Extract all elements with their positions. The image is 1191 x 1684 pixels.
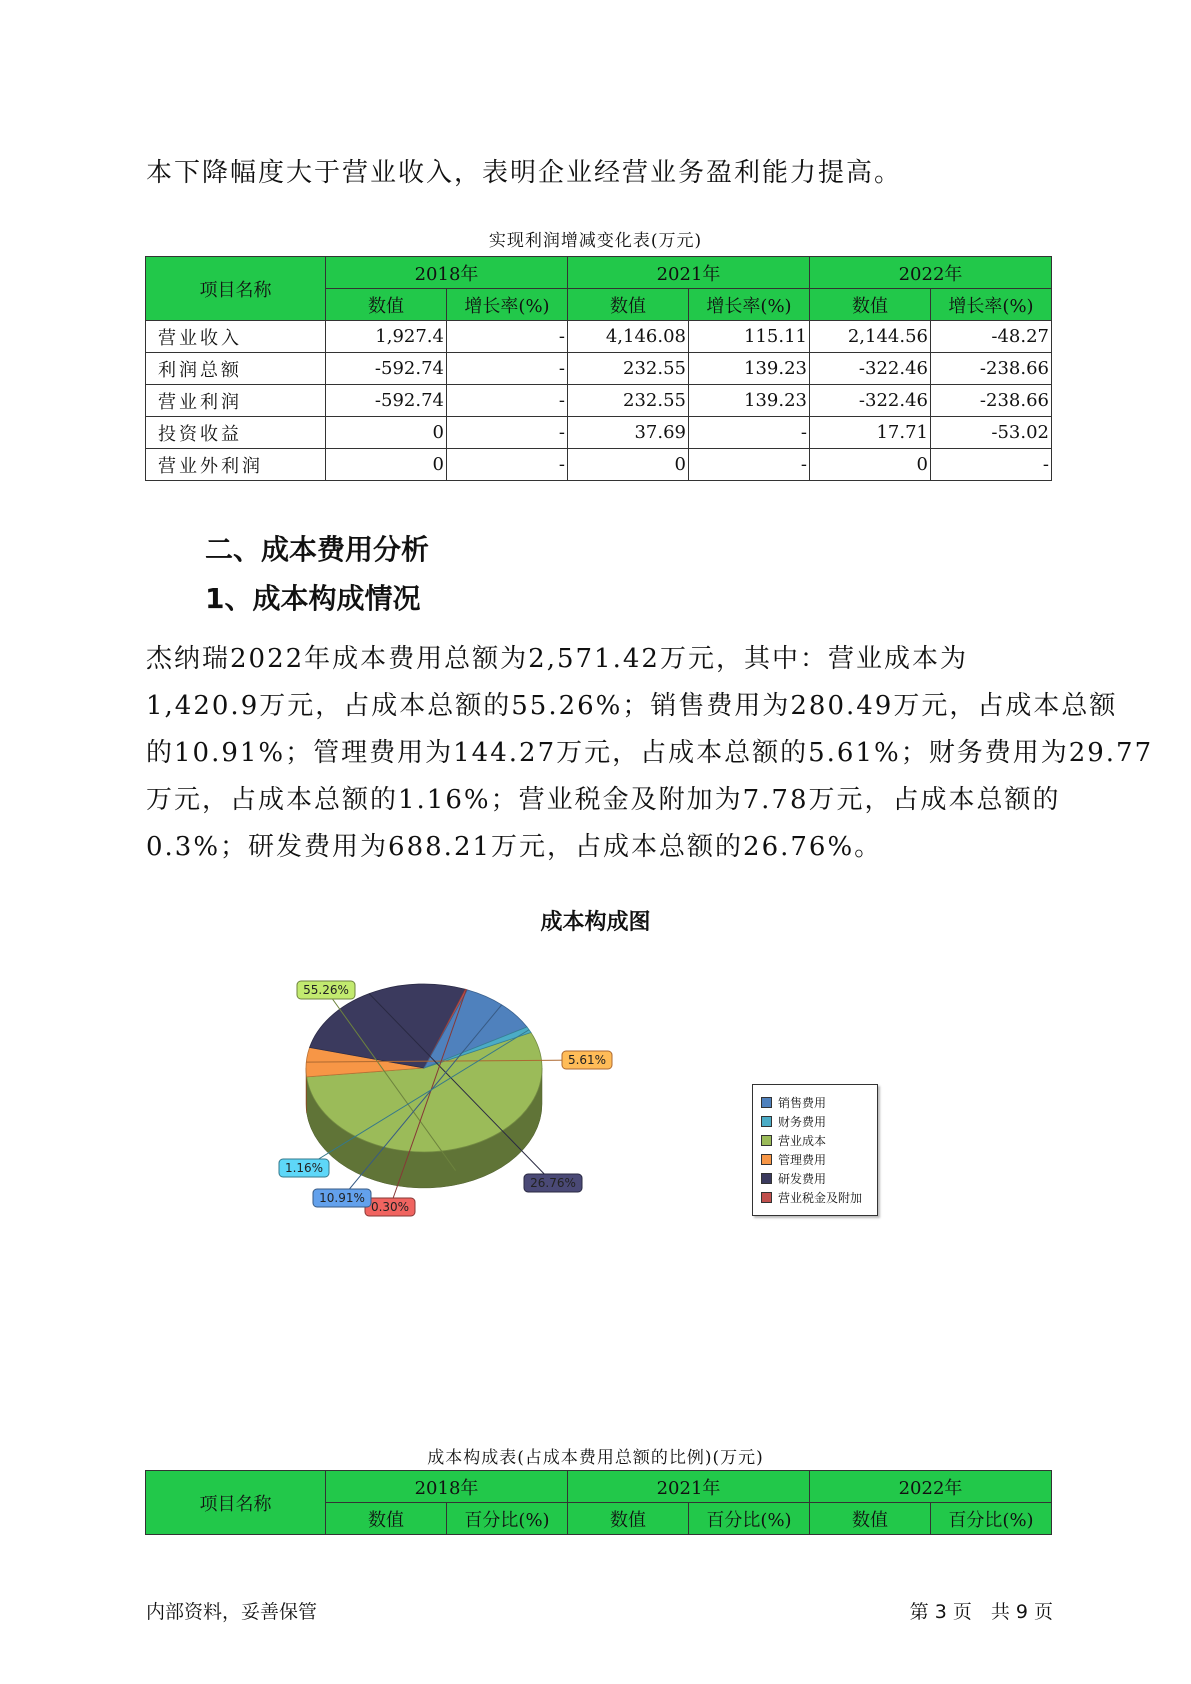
sub-header: 数值 bbox=[326, 289, 447, 321]
legend-item bbox=[753, 1169, 877, 1188]
legend-swatch bbox=[761, 1135, 772, 1146]
legend-label: 研发费用 bbox=[778, 1172, 827, 1186]
legend-swatch bbox=[761, 1154, 772, 1165]
row-label: 投资收益 bbox=[146, 417, 326, 449]
page-number: 第 3 页 共 9 页 bbox=[909, 1601, 1053, 1623]
sub-header: 数值 bbox=[810, 1503, 931, 1535]
legend-label: 营业税金及附加 bbox=[778, 1191, 863, 1205]
data-label: 5.61% bbox=[567, 1053, 607, 1067]
sub-header: 数值 bbox=[326, 1503, 447, 1535]
section-heading: 二、成本费用分析 bbox=[205, 533, 430, 566]
sub-header: 增长率(%) bbox=[689, 289, 810, 321]
year-header: 2021年 bbox=[568, 257, 810, 289]
row-label: 营业收入 bbox=[146, 321, 326, 353]
table-cell: -53.02 bbox=[931, 417, 1052, 449]
table-cell: 139.23 bbox=[689, 385, 810, 417]
table-cell: - bbox=[931, 449, 1052, 481]
body-line: 万元，占成本总额的1.16%；营业税金及附加为7.78万元，占成本总额的 bbox=[146, 785, 1061, 815]
table-cell: 0 bbox=[326, 417, 447, 449]
sub-header: 百分比(%) bbox=[931, 1503, 1052, 1535]
data-label: 10.91% bbox=[319, 1191, 365, 1205]
body-line: 的10.91%；管理费用为144.27万元，占成本总额的5.61%；财务费用为29.77 bbox=[146, 738, 1154, 768]
row-label: 营业外利润 bbox=[146, 449, 326, 481]
sub-header: 数值 bbox=[568, 289, 689, 321]
item-header: 项目名称 bbox=[146, 257, 326, 321]
legend-label: 财务费用 bbox=[778, 1115, 827, 1129]
table-cell: - bbox=[447, 353, 568, 385]
table-cell: -238.66 bbox=[931, 385, 1052, 417]
data-label: 0.30% bbox=[370, 1200, 410, 1214]
table-cell: -238.66 bbox=[931, 353, 1052, 385]
legend-item bbox=[753, 1093, 877, 1112]
table-cell: 0 bbox=[810, 449, 931, 481]
intro-line: 本下降幅度大于营业收入，表明企业经营业务盈利能力提高。 bbox=[146, 158, 903, 188]
table-cell: -322.46 bbox=[810, 353, 931, 385]
year-header: 2022年 bbox=[810, 257, 1052, 289]
table-cell: - bbox=[689, 449, 810, 481]
profit-table-caption: 实现利润增减变化表(万元) bbox=[488, 231, 703, 251]
table-cell: 1,927.4 bbox=[326, 321, 447, 353]
body-line: 1,420.9万元，占成本总额的55.26%；销售费用为280.49万元，占成本总额 bbox=[146, 691, 1118, 721]
sub-header: 增长率(%) bbox=[447, 289, 568, 321]
year-header: 2018年 bbox=[326, 1471, 568, 1503]
chart-title: 成本构成图 bbox=[540, 910, 651, 935]
sub-header: 百分比(%) bbox=[689, 1503, 810, 1535]
table-cell: 232.55 bbox=[568, 353, 689, 385]
sub-header: 数值 bbox=[568, 1503, 689, 1535]
chart-legend bbox=[752, 1084, 878, 1216]
data-label: 1.16% bbox=[284, 1161, 324, 1175]
cost-table bbox=[145, 1470, 1052, 1535]
data-label: 26.76% bbox=[530, 1176, 576, 1190]
table-cell: 232.55 bbox=[568, 385, 689, 417]
table-cell: - bbox=[447, 385, 568, 417]
row-label: 营业利润 bbox=[146, 385, 326, 417]
table-cell: 139.23 bbox=[689, 353, 810, 385]
table-cell: 115.11 bbox=[689, 321, 810, 353]
legend-item bbox=[753, 1112, 877, 1131]
item-header: 项目名称 bbox=[146, 1471, 326, 1535]
table-cell: -592.74 bbox=[326, 353, 447, 385]
row-label: 利润总额 bbox=[146, 353, 326, 385]
table-cell: 17.71 bbox=[810, 417, 931, 449]
legend-swatch bbox=[761, 1173, 772, 1184]
legend-label: 销售费用 bbox=[778, 1096, 827, 1110]
legend-item bbox=[753, 1131, 877, 1150]
table-cell: 37.69 bbox=[568, 417, 689, 449]
cost-table-caption: 成本构成表(占成本费用总额的比例)(万元) bbox=[427, 1448, 764, 1468]
legend-swatch bbox=[761, 1097, 772, 1108]
year-header: 2022年 bbox=[810, 1471, 1052, 1503]
sub-header: 数值 bbox=[810, 289, 931, 321]
sub-heading: 1、成本构成情况 bbox=[205, 582, 421, 615]
table-cell: - bbox=[447, 417, 568, 449]
table-cell: 4,146.08 bbox=[568, 321, 689, 353]
legend-swatch bbox=[761, 1116, 772, 1127]
legend-label: 营业成本 bbox=[778, 1134, 827, 1148]
legend-swatch bbox=[761, 1192, 772, 1203]
table-cell: - bbox=[447, 449, 568, 481]
body-line: 0.3%；研发费用为688.21万元，占成本总额的26.76%。 bbox=[146, 832, 883, 862]
table-cell: - bbox=[689, 417, 810, 449]
table-cell: 2,144.56 bbox=[810, 321, 931, 353]
sub-header: 增长率(%) bbox=[931, 289, 1052, 321]
table-cell: - bbox=[447, 321, 568, 353]
table-cell: -592.74 bbox=[326, 385, 447, 417]
legend-item bbox=[753, 1188, 877, 1207]
legend-item bbox=[753, 1150, 877, 1169]
year-header: 2018年 bbox=[326, 257, 568, 289]
table-cell: 0 bbox=[568, 449, 689, 481]
body-line: 杰纳瑞2022年成本费用总额为2,571.42万元，其中：营业成本为 bbox=[146, 644, 968, 674]
legend-label: 管理费用 bbox=[778, 1153, 827, 1167]
table-cell: 0 bbox=[326, 449, 447, 481]
data-label: 55.26% bbox=[303, 983, 349, 997]
table-cell: -48.27 bbox=[931, 321, 1052, 353]
year-header: 2021年 bbox=[568, 1471, 810, 1503]
footer-note: 内部资料，妥善保管 bbox=[146, 1601, 318, 1623]
sub-header: 百分比(%) bbox=[447, 1503, 568, 1535]
table-cell: -322.46 bbox=[810, 385, 931, 417]
